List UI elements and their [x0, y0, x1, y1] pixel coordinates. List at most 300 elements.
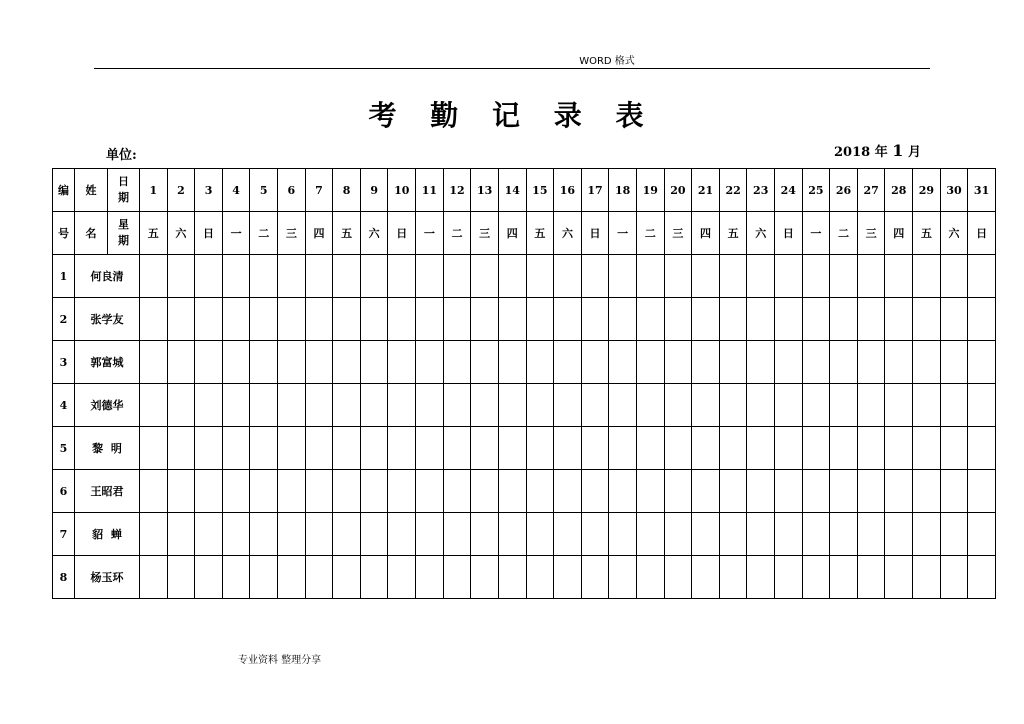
attendance-cell[interactable]: [664, 255, 692, 298]
attendance-cell[interactable]: [360, 470, 388, 513]
attendance-cell[interactable]: [278, 427, 306, 470]
attendance-cell[interactable]: [471, 556, 499, 599]
attendance-cell[interactable]: [885, 298, 913, 341]
attendance-cell[interactable]: [692, 255, 720, 298]
attendance-cell[interactable]: [167, 513, 195, 556]
attendance-cell[interactable]: [609, 341, 637, 384]
attendance-cell[interactable]: [554, 427, 582, 470]
attendance-cell[interactable]: [250, 427, 278, 470]
attendance-cell[interactable]: [333, 255, 361, 298]
day-number-cell: 27: [857, 169, 885, 212]
day-number-cell: 14: [498, 169, 526, 212]
attendance-cell[interactable]: [278, 556, 306, 599]
attendance-cell[interactable]: [443, 384, 471, 427]
attendance-cell[interactable]: [388, 470, 416, 513]
attendance-cell[interactable]: [167, 298, 195, 341]
attendance-cell[interactable]: [498, 341, 526, 384]
attendance-cell[interactable]: [222, 427, 250, 470]
employee-row: [53, 255, 996, 298]
attendance-cell[interactable]: [416, 341, 444, 384]
attendance-cell[interactable]: [443, 513, 471, 556]
weekday-cell: 日: [775, 212, 803, 255]
attendance-cell[interactable]: [222, 513, 250, 556]
attendance-cell[interactable]: [968, 255, 996, 298]
attendance-cell[interactable]: [498, 384, 526, 427]
attendance-cell[interactable]: [719, 341, 747, 384]
attendance-cell[interactable]: [692, 298, 720, 341]
attendance-cell[interactable]: [940, 298, 968, 341]
attendance-cell[interactable]: [305, 384, 333, 427]
attendance-cell[interactable]: [167, 556, 195, 599]
attendance-cell[interactable]: [443, 298, 471, 341]
attendance-cell[interactable]: [278, 341, 306, 384]
attendance-cell[interactable]: [195, 427, 223, 470]
attendance-cell[interactable]: [747, 556, 775, 599]
attendance-cell[interactable]: [360, 513, 388, 556]
employee-row: [53, 556, 996, 599]
attendance-cell[interactable]: [885, 427, 913, 470]
attendance-cell[interactable]: [498, 556, 526, 599]
attendance-cell[interactable]: [360, 556, 388, 599]
attendance-cell[interactable]: [471, 298, 499, 341]
attendance-cell[interactable]: [167, 470, 195, 513]
attendance-cell[interactable]: [333, 427, 361, 470]
attendance-cell[interactable]: [416, 513, 444, 556]
attendance-cell[interactable]: [913, 255, 941, 298]
attendance-cell[interactable]: [775, 341, 803, 384]
attendance-cell[interactable]: [333, 513, 361, 556]
day-number-cell: 31: [968, 169, 996, 212]
attendance-cell[interactable]: [913, 470, 941, 513]
attendance-cell[interactable]: [443, 556, 471, 599]
attendance-cell[interactable]: [857, 341, 885, 384]
attendance-cell[interactable]: [140, 384, 168, 427]
attendance-cell[interactable]: [830, 513, 858, 556]
attendance-cell[interactable]: [830, 255, 858, 298]
attendance-cell[interactable]: [664, 556, 692, 599]
unit-label: 单位:: [106, 148, 137, 163]
attendance-cell[interactable]: [692, 470, 720, 513]
attendance-cell[interactable]: [692, 384, 720, 427]
attendance-cell[interactable]: [498, 427, 526, 470]
attendance-cell[interactable]: [360, 384, 388, 427]
attendance-cell[interactable]: [913, 513, 941, 556]
attendance-cell[interactable]: [554, 513, 582, 556]
day-number-cell: 5: [250, 169, 278, 212]
attendance-cell[interactable]: [940, 470, 968, 513]
attendance-cell[interactable]: [885, 255, 913, 298]
attendance-cell[interactable]: [360, 427, 388, 470]
attendance-cell[interactable]: [195, 384, 223, 427]
date-label-text: 日期: [118, 175, 129, 204]
weekday-cell: 二: [830, 212, 858, 255]
attendance-cell[interactable]: [609, 556, 637, 599]
attendance-cell[interactable]: [913, 341, 941, 384]
attendance-cell[interactable]: [195, 513, 223, 556]
attendance-cell[interactable]: [443, 427, 471, 470]
day-number-cell: 21: [692, 169, 720, 212]
attendance-cell[interactable]: [305, 513, 333, 556]
attendance-cell[interactable]: [554, 384, 582, 427]
attendance-cell[interactable]: [278, 513, 306, 556]
employee-name: 王昭君: [75, 470, 140, 513]
attendance-cell[interactable]: [609, 255, 637, 298]
attendance-cell[interactable]: [636, 470, 664, 513]
attendance-cell[interactable]: [195, 341, 223, 384]
attendance-cell[interactable]: [747, 341, 775, 384]
day-number-cell: 4: [222, 169, 250, 212]
weekday-cell: 三: [857, 212, 885, 255]
attendance-cell[interactable]: [222, 255, 250, 298]
attendance-cell[interactable]: [692, 556, 720, 599]
attendance-cell[interactable]: [222, 556, 250, 599]
attendance-cell[interactable]: [250, 255, 278, 298]
attendance-cell[interactable]: [388, 298, 416, 341]
attendance-cell[interactable]: [581, 255, 609, 298]
attendance-cell[interactable]: [471, 470, 499, 513]
attendance-cell[interactable]: [802, 298, 830, 341]
attendance-cell[interactable]: [498, 298, 526, 341]
attendance-cell[interactable]: [719, 384, 747, 427]
employee-row: [53, 513, 996, 556]
attendance-cell[interactable]: [609, 470, 637, 513]
attendance-cell[interactable]: [471, 427, 499, 470]
day-number-cell: 6: [278, 169, 306, 212]
attendance-cell[interactable]: [222, 298, 250, 341]
attendance-cell[interactable]: [498, 513, 526, 556]
attendance-cell[interactable]: [857, 384, 885, 427]
attendance-cell[interactable]: [140, 513, 168, 556]
attendance-cell[interactable]: [250, 556, 278, 599]
weekday-cell: 日: [388, 212, 416, 255]
attendance-cell[interactable]: [609, 513, 637, 556]
weekday-cell: 五: [526, 212, 554, 255]
attendance-cell[interactable]: [830, 341, 858, 384]
attendance-cell[interactable]: [581, 513, 609, 556]
weekday-cell: 日: [968, 212, 996, 255]
weekday-cell: 三: [471, 212, 499, 255]
attendance-cell[interactable]: [388, 255, 416, 298]
attendance-cell[interactable]: [581, 427, 609, 470]
attendance-cell[interactable]: [140, 427, 168, 470]
attendance-cell[interactable]: [857, 470, 885, 513]
attendance-cell[interactable]: [195, 556, 223, 599]
attendance-cell[interactable]: [830, 384, 858, 427]
attendance-cell[interactable]: [554, 255, 582, 298]
day-number-cell: 18: [609, 169, 637, 212]
attendance-cell[interactable]: [498, 255, 526, 298]
attendance-cell[interactable]: [526, 513, 554, 556]
attendance-cell[interactable]: [581, 341, 609, 384]
attendance-cell[interactable]: [305, 298, 333, 341]
attendance-cell[interactable]: [498, 470, 526, 513]
employee-name: 刘德华: [75, 384, 140, 427]
attendance-cell[interactable]: [636, 341, 664, 384]
attendance-cell[interactable]: [968, 341, 996, 384]
attendance-cell[interactable]: [857, 255, 885, 298]
attendance-cell[interactable]: [278, 298, 306, 341]
attendance-cell[interactable]: [968, 556, 996, 599]
attendance-cell[interactable]: [554, 470, 582, 513]
attendance-cell[interactable]: [443, 255, 471, 298]
attendance-cell[interactable]: [692, 513, 720, 556]
day-number-cell: 15: [526, 169, 554, 212]
employee-number: 3: [53, 341, 75, 384]
attendance-cell[interactable]: [857, 298, 885, 341]
weekday-cell: 五: [333, 212, 361, 255]
attendance-cell[interactable]: [609, 427, 637, 470]
attendance-cell[interactable]: [636, 255, 664, 298]
attendance-cell[interactable]: [167, 384, 195, 427]
attendance-cell[interactable]: [830, 556, 858, 599]
attendance-cell[interactable]: [968, 427, 996, 470]
attendance-cell[interactable]: [747, 298, 775, 341]
attendance-cell[interactable]: [802, 384, 830, 427]
date-month-suffix: 月: [907, 145, 921, 160]
attendance-cell[interactable]: [443, 470, 471, 513]
attendance-cell[interactable]: [775, 470, 803, 513]
attendance-cell[interactable]: [388, 341, 416, 384]
attendance-cell[interactable]: [526, 427, 554, 470]
attendance-cell[interactable]: [388, 556, 416, 599]
attendance-cell[interactable]: [747, 513, 775, 556]
attendance-cell[interactable]: [747, 384, 775, 427]
attendance-cell[interactable]: [719, 513, 747, 556]
attendance-cell[interactable]: [526, 298, 554, 341]
attendance-cell[interactable]: [471, 255, 499, 298]
attendance-cell[interactable]: [609, 298, 637, 341]
attendance-cell[interactable]: [692, 341, 720, 384]
attendance-cell[interactable]: [636, 556, 664, 599]
employee-number: 5: [53, 427, 75, 470]
header-no-top: 编: [53, 169, 75, 212]
attendance-cell[interactable]: [471, 341, 499, 384]
attendance-cell[interactable]: [305, 341, 333, 384]
attendance-cell[interactable]: [775, 556, 803, 599]
attendance-cell[interactable]: [719, 470, 747, 513]
attendance-cell[interactable]: [195, 255, 223, 298]
attendance-cell[interactable]: [278, 255, 306, 298]
attendance-cell[interactable]: [388, 427, 416, 470]
attendance-cell[interactable]: [554, 556, 582, 599]
employee-number: 6: [53, 470, 75, 513]
attendance-cell[interactable]: [581, 470, 609, 513]
attendance-cell[interactable]: [305, 427, 333, 470]
attendance-cell[interactable]: [802, 427, 830, 470]
day-number-cell: 7: [305, 169, 333, 212]
attendance-cell[interactable]: [940, 255, 968, 298]
attendance-cell[interactable]: [443, 341, 471, 384]
attendance-cell[interactable]: [940, 427, 968, 470]
attendance-cell[interactable]: [250, 470, 278, 513]
attendance-cell[interactable]: [416, 427, 444, 470]
attendance-cell[interactable]: [416, 384, 444, 427]
attendance-cell[interactable]: [140, 341, 168, 384]
attendance-cell[interactable]: [416, 298, 444, 341]
weekday-cell: 一: [222, 212, 250, 255]
attendance-cell[interactable]: [222, 470, 250, 513]
attendance-cell[interactable]: [913, 298, 941, 341]
attendance-cell[interactable]: [747, 255, 775, 298]
attendance-cell[interactable]: [719, 556, 747, 599]
weekday-cell: 六: [554, 212, 582, 255]
attendance-cell[interactable]: [940, 341, 968, 384]
attendance-cell[interactable]: [278, 384, 306, 427]
attendance-cell[interactable]: [747, 470, 775, 513]
attendance-cell[interactable]: [913, 384, 941, 427]
attendance-cell[interactable]: [802, 341, 830, 384]
attendance-cell[interactable]: [664, 427, 692, 470]
attendance-cell[interactable]: [581, 556, 609, 599]
header-row-weekdays: [53, 212, 996, 255]
attendance-cell[interactable]: [222, 384, 250, 427]
attendance-cell[interactable]: [305, 556, 333, 599]
attendance-cell[interactable]: [636, 298, 664, 341]
header-date-label: [108, 169, 140, 212]
weekday-cell: 日: [195, 212, 223, 255]
attendance-cell[interactable]: [333, 556, 361, 599]
page-header-text: WORD 格式: [579, 56, 635, 67]
attendance-cell[interactable]: [167, 255, 195, 298]
weekday-cell: 五: [140, 212, 168, 255]
attendance-cell[interactable]: [719, 255, 747, 298]
attendance-cell[interactable]: [416, 470, 444, 513]
attendance-cell[interactable]: [636, 384, 664, 427]
attendance-cell[interactable]: [885, 341, 913, 384]
attendance-cell[interactable]: [857, 427, 885, 470]
attendance-cell[interactable]: [775, 427, 803, 470]
weekday-cell: 四: [885, 212, 913, 255]
employee-number: 7: [53, 513, 75, 556]
weekday-cell: 日: [581, 212, 609, 255]
header-rule: [94, 68, 930, 69]
attendance-cell[interactable]: [167, 427, 195, 470]
document-title: 考 勤 记 录 表: [368, 99, 656, 132]
weekday-cell: 五: [913, 212, 941, 255]
attendance-cell[interactable]: [140, 556, 168, 599]
attendance-cell[interactable]: [857, 556, 885, 599]
attendance-cell[interactable]: [360, 255, 388, 298]
attendance-cell[interactable]: [581, 384, 609, 427]
attendance-cell[interactable]: [416, 255, 444, 298]
attendance-cell[interactable]: [802, 255, 830, 298]
attendance-cell[interactable]: [885, 513, 913, 556]
attendance-cell[interactable]: [278, 470, 306, 513]
attendance-cell[interactable]: [333, 384, 361, 427]
attendance-cell[interactable]: [940, 556, 968, 599]
attendance-cell[interactable]: [913, 427, 941, 470]
day-number-cell: 26: [830, 169, 858, 212]
attendance-cell[interactable]: [471, 513, 499, 556]
attendance-cell[interactable]: [830, 298, 858, 341]
attendance-cell[interactable]: [305, 255, 333, 298]
attendance-cell[interactable]: [636, 513, 664, 556]
day-number-cell: 8: [333, 169, 361, 212]
attendance-cell[interactable]: [250, 341, 278, 384]
attendance-cell[interactable]: [719, 298, 747, 341]
attendance-cell[interactable]: [360, 341, 388, 384]
attendance-cell[interactable]: [388, 384, 416, 427]
attendance-cell[interactable]: [775, 384, 803, 427]
attendance-cell[interactable]: [664, 298, 692, 341]
attendance-cell[interactable]: [692, 427, 720, 470]
attendance-cell[interactable]: [333, 298, 361, 341]
day-number-cell: 17: [581, 169, 609, 212]
attendance-cell[interactable]: [913, 556, 941, 599]
attendance-cell[interactable]: [664, 384, 692, 427]
attendance-cell[interactable]: [885, 384, 913, 427]
attendance-cell[interactable]: [775, 298, 803, 341]
attendance-cell[interactable]: [140, 255, 168, 298]
attendance-cell[interactable]: [968, 384, 996, 427]
attendance-cell[interactable]: [664, 470, 692, 513]
attendance-cell[interactable]: [802, 513, 830, 556]
attendance-cell[interactable]: [968, 298, 996, 341]
attendance-cell[interactable]: [747, 427, 775, 470]
attendance-cell[interactable]: [167, 341, 195, 384]
attendance-cell[interactable]: [360, 298, 388, 341]
employee-name: 杨玉环: [75, 556, 140, 599]
attendance-cell[interactable]: [195, 470, 223, 513]
attendance-cell[interactable]: [526, 255, 554, 298]
attendance-cell[interactable]: [140, 470, 168, 513]
attendance-cell[interactable]: [830, 470, 858, 513]
attendance-cell[interactable]: [968, 513, 996, 556]
attendance-cell[interactable]: [526, 341, 554, 384]
attendance-cell[interactable]: [802, 470, 830, 513]
attendance-cell[interactable]: [526, 470, 554, 513]
attendance-cell[interactable]: [250, 298, 278, 341]
attendance-cell[interactable]: [830, 427, 858, 470]
attendance-cell[interactable]: [802, 556, 830, 599]
attendance-cell[interactable]: [664, 513, 692, 556]
attendance-cell[interactable]: [526, 384, 554, 427]
attendance-cell[interactable]: [940, 513, 968, 556]
attendance-cell[interactable]: [305, 470, 333, 513]
attendance-cell[interactable]: [250, 513, 278, 556]
attendance-cell[interactable]: [581, 298, 609, 341]
attendance-cell[interactable]: [968, 470, 996, 513]
attendance-cell[interactable]: [250, 384, 278, 427]
attendance-cell[interactable]: [775, 513, 803, 556]
attendance-cell[interactable]: [140, 298, 168, 341]
day-number-cell: 30: [940, 169, 968, 212]
weekday-cell: 六: [360, 212, 388, 255]
attendance-cell[interactable]: [885, 556, 913, 599]
attendance-cell[interactable]: [775, 255, 803, 298]
attendance-cell[interactable]: [857, 513, 885, 556]
attendance-cell[interactable]: [609, 384, 637, 427]
day-number-cell: 1: [140, 169, 168, 212]
attendance-cell[interactable]: [636, 427, 664, 470]
attendance-cell[interactable]: [885, 470, 913, 513]
attendance-cell[interactable]: [554, 341, 582, 384]
attendance-cell[interactable]: [195, 298, 223, 341]
attendance-cell[interactable]: [719, 427, 747, 470]
attendance-cell[interactable]: [416, 556, 444, 599]
attendance-cell[interactable]: [388, 513, 416, 556]
attendance-cell[interactable]: [333, 341, 361, 384]
attendance-cell[interactable]: [333, 470, 361, 513]
attendance-cell[interactable]: [664, 341, 692, 384]
attendance-cell[interactable]: [940, 384, 968, 427]
date-month: 1: [892, 141, 904, 160]
attendance-cell[interactable]: [471, 384, 499, 427]
attendance-cell[interactable]: [554, 298, 582, 341]
attendance-cell[interactable]: [526, 556, 554, 599]
header-no-bottom: 号: [53, 212, 75, 255]
attendance-cell[interactable]: [222, 341, 250, 384]
